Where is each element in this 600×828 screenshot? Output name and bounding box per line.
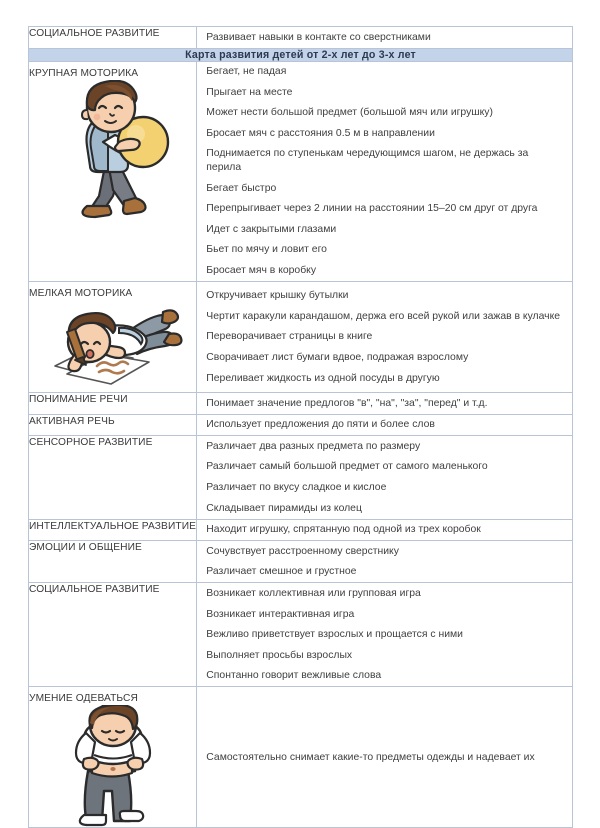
boy-drawing-on-floor-icon xyxy=(37,300,189,392)
category-label: СОЦИАЛЬНОЕ РАЗВИТИЕ xyxy=(29,584,160,596)
boy-carrying-ball-icon xyxy=(47,80,179,232)
list-item: Складывает пирамиды из колец xyxy=(206,502,362,514)
row-items-cell xyxy=(197,61,573,282)
row-items-cell xyxy=(197,27,573,49)
table-row xyxy=(29,27,573,49)
boy-drawing-illustration xyxy=(29,300,196,392)
category-label: АКТИВНАЯ РЕЧЬ xyxy=(29,415,115,427)
list-item: Чертит каракули карандашом, держа его всей рукой или зажав в кулачке xyxy=(206,310,561,322)
list-item: Может нести большой предмет (большой мяч или игрушку) xyxy=(206,107,493,119)
list-item: Бросает мяч с расстояния 0.5 м в направлении xyxy=(206,127,435,139)
category-label: СЕНСОРНОЕ РАЗВИТИЕ xyxy=(29,437,153,449)
table-row xyxy=(29,393,573,415)
row-items-cell xyxy=(197,687,573,828)
list-item: Вежливо приветствует взрослых и прощается с ними xyxy=(206,629,463,641)
list-item: Самостоятельно снимает какие-то предметы одежды и надевает их xyxy=(206,751,535,763)
list-item: Различает по вкусу сладкое и кислое xyxy=(206,482,387,493)
table-row xyxy=(29,583,573,687)
row-items-cell xyxy=(197,282,573,393)
category-label: ПОНИМАНИЕ РЕЧИ xyxy=(29,394,128,406)
table-row xyxy=(29,436,573,519)
row-label-cell xyxy=(29,436,197,519)
category-label: СОЦИАЛЬНОЕ РАЗВИТИЕ xyxy=(29,28,160,39)
category-label: УМЕНИЕ ОДЕВАТЬСЯ xyxy=(29,693,138,705)
list-item: Откручивает крышку бутылки xyxy=(206,290,349,302)
development-chart xyxy=(28,26,573,828)
list-item: Выполняет просьбы взрослых xyxy=(206,649,353,661)
list-item: Развивает навыки в контакте со сверстниками xyxy=(206,31,431,43)
list-item: Возникает интерактивная игра xyxy=(206,608,355,620)
list-item: Бьет по мячу и ловит его xyxy=(206,244,327,256)
table-row xyxy=(29,519,573,541)
list-item: Использует предложения до пяти и более слов xyxy=(206,419,435,431)
row-label-cell xyxy=(29,393,197,415)
list-item: Сочувствует расстроенному сверстнику xyxy=(206,545,399,557)
category-label: МЕЛКАЯ МОТОРИКА xyxy=(29,288,133,300)
row-label-cell xyxy=(29,27,197,49)
row-items-cell xyxy=(197,541,573,583)
list-item: Переливает жидкость из одной посуды в другую xyxy=(206,372,440,384)
row-items-cell xyxy=(197,393,573,415)
row-label-cell xyxy=(29,541,197,583)
list-item: Сворачивает лист бумаги вдвое, подражая взрослому xyxy=(206,351,469,363)
list-item: Бегает быстро xyxy=(206,182,277,194)
list-item: Прыгает на месте xyxy=(206,86,293,98)
boy-dressing-icon xyxy=(54,705,172,827)
table-row xyxy=(29,282,573,393)
table-row xyxy=(29,414,573,436)
list-item: Спонтанно говорит вежливые слова xyxy=(206,670,382,682)
row-items-cell xyxy=(197,436,573,519)
boy-dressing-illustration xyxy=(29,705,196,827)
category-label: ИНТЕЛЛЕКТУАЛЬНОЕ РАЗВИТИЕ xyxy=(29,520,197,532)
list-item: Бегает, не падая xyxy=(206,66,287,78)
row-label-cell xyxy=(29,414,197,436)
list-item: Понимает значение предлогов "в", "на", "за", "перед" и т.д. xyxy=(206,397,488,409)
row-items-cell xyxy=(197,519,573,541)
list-item: Поднимается по ступенькам чередующимся шагом, не держась за перила xyxy=(206,148,529,174)
row-label-cell xyxy=(29,583,197,687)
list-item: Бросает мяч в коробку xyxy=(206,265,317,277)
table-row xyxy=(29,61,573,282)
category-label: ЭМОЦИИ И ОБЩЕНИЕ xyxy=(29,542,142,554)
table-row xyxy=(29,687,573,828)
list-item: Перепрыгивает через 2 линии на расстоянии 15–20 см друг от друга xyxy=(206,203,538,215)
banner-row xyxy=(29,48,573,61)
row-label-cell xyxy=(29,282,197,393)
row-label-cell xyxy=(29,519,197,541)
table-row xyxy=(29,541,573,583)
row-label-cell xyxy=(29,687,197,828)
category-label: КРУПНАЯ МОТОРИКА xyxy=(29,67,139,79)
list-item: Возникает коллективная или групповая игра xyxy=(206,587,421,599)
row-items-cell xyxy=(197,583,573,687)
list-item: Различает самый большой предмет от самого маленького xyxy=(206,461,488,473)
chart-title-banner: Карта развития детей от 2-х лет до 3-х лет xyxy=(29,48,573,61)
list-item: Переворачивает страницы в книге xyxy=(206,331,373,343)
list-item: Различает смешное и грустное xyxy=(206,566,357,578)
row-label-cell xyxy=(29,61,197,282)
row-items-cell xyxy=(197,414,573,436)
development-table xyxy=(28,26,573,828)
list-item: Находит игрушку, спрятанную под одной из трех коробок xyxy=(206,524,481,536)
list-item: Различает два разных предмета по размеру xyxy=(206,440,421,452)
list-item: Идет с закрытыми глазами xyxy=(206,223,337,235)
boy-carrying-ball-illustration xyxy=(29,80,196,232)
